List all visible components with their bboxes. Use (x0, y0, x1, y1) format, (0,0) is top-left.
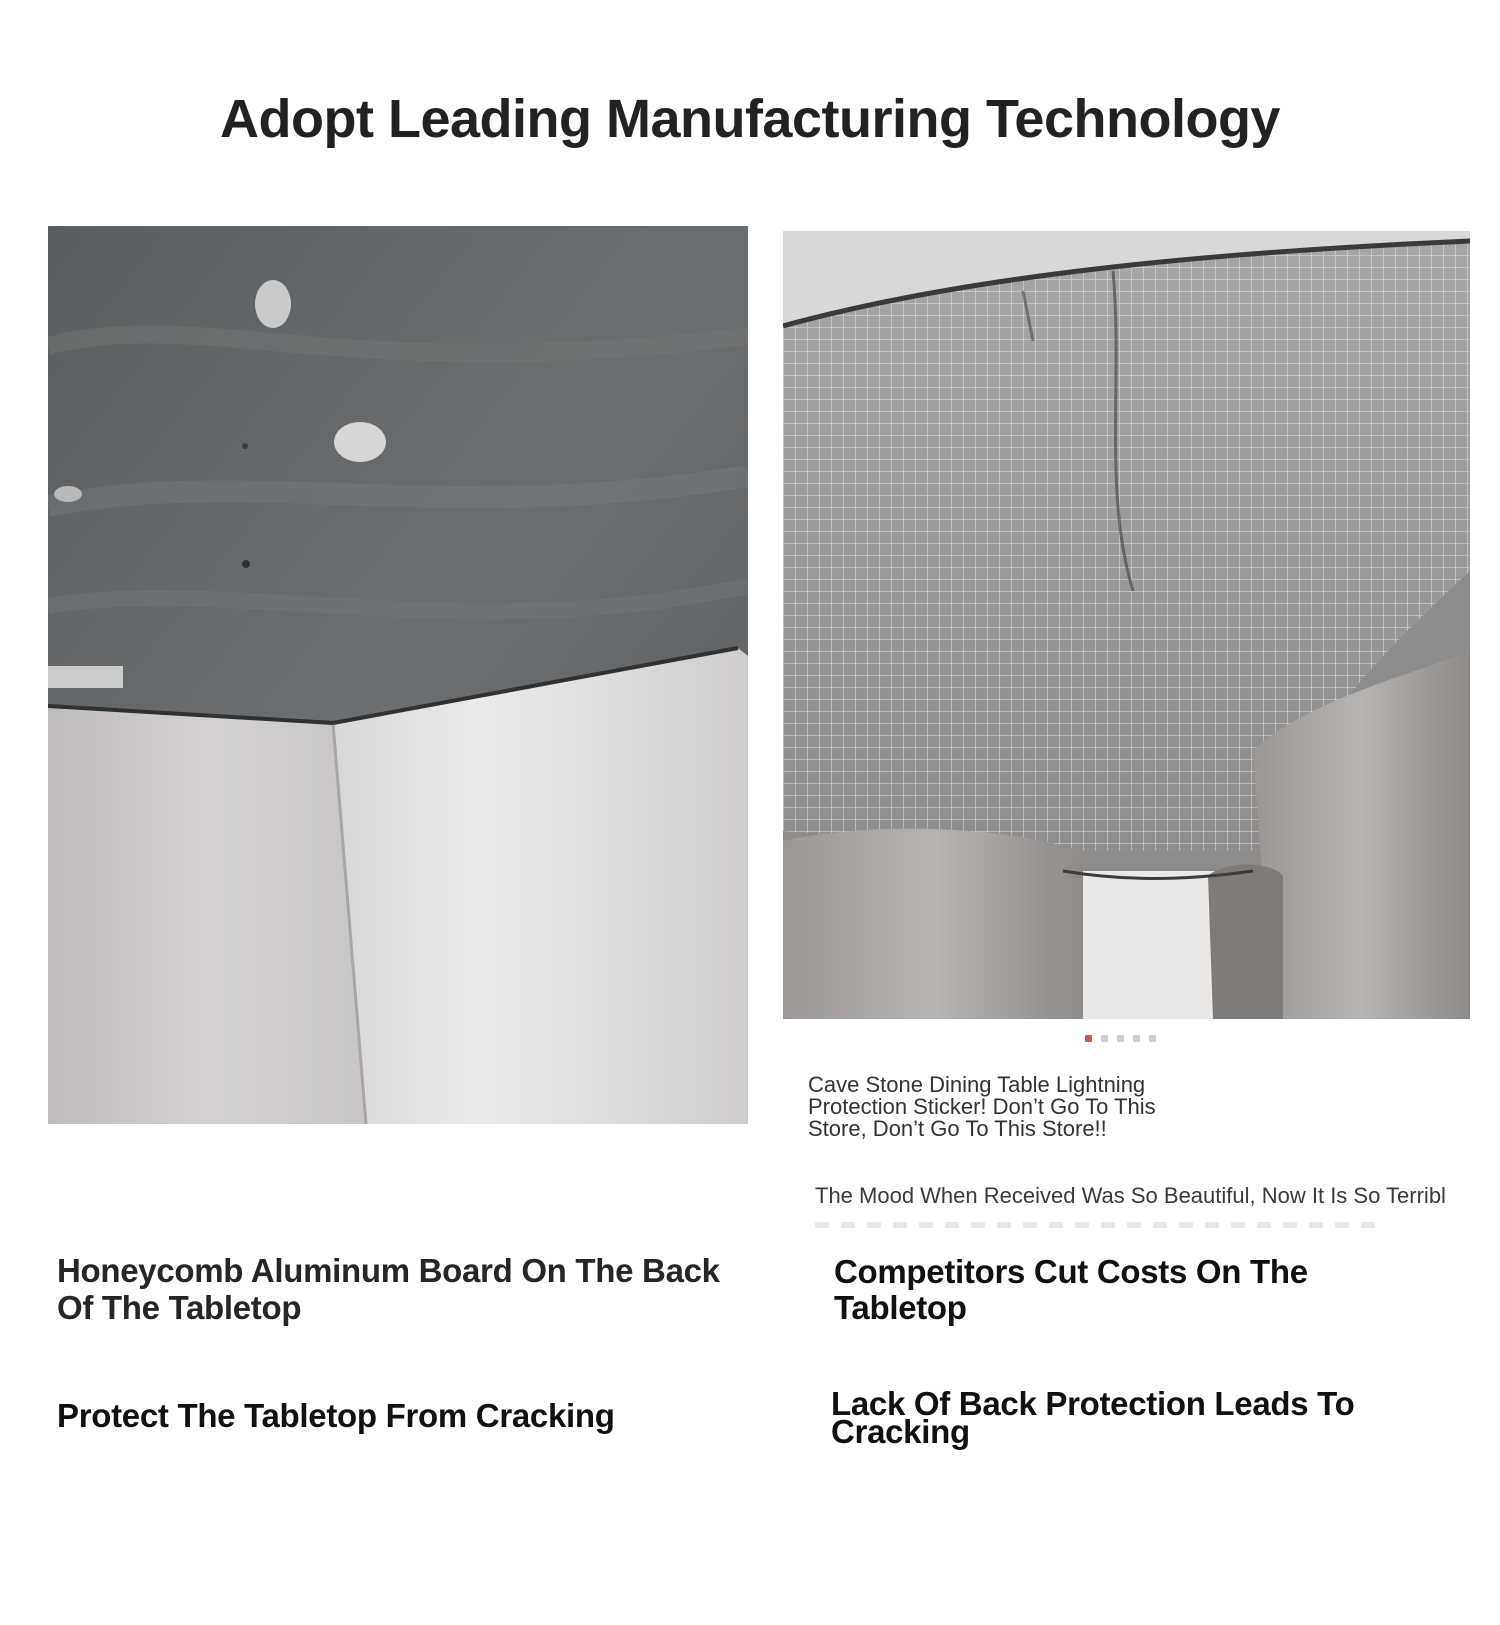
carousel-dot[interactable] (1101, 1035, 1108, 1042)
cracking-caption: Lack Of Back Protection Leads To Cracking (831, 1385, 1355, 1450)
carousel-dot[interactable] (1149, 1035, 1156, 1042)
protect-caption: Protect The Tabletop From Cracking (57, 1397, 615, 1434)
carousel-dot[interactable] (1133, 1035, 1140, 1042)
carousel-dot-active[interactable] (1085, 1035, 1092, 1042)
competitors-caption: Competitors Cut Costs On The Tabletop (834, 1253, 1308, 1326)
page-title: Adopt Leading Manufacturing Technology (220, 89, 1280, 149)
mesh-underside-photo (783, 231, 1470, 1019)
truncated-text-fade (815, 1222, 1385, 1228)
review-post-excerpt: The Mood When Received Was So Beautiful, Now It Is So Terribl (815, 1183, 1446, 1208)
review-post-title[interactable]: Cave Stone Dining Table Lightning Protection Sticker! Don’t Go To This Store, Don’t Go To This Store!! (808, 1072, 1156, 1141)
honeycomb-caption: Honeycomb Aluminum Board On The Back Of The Tabletop (57, 1252, 720, 1326)
carousel-dot[interactable] (1117, 1035, 1124, 1042)
honeycomb-underside-photo (48, 226, 748, 1124)
carousel-dots (1085, 1035, 1156, 1042)
